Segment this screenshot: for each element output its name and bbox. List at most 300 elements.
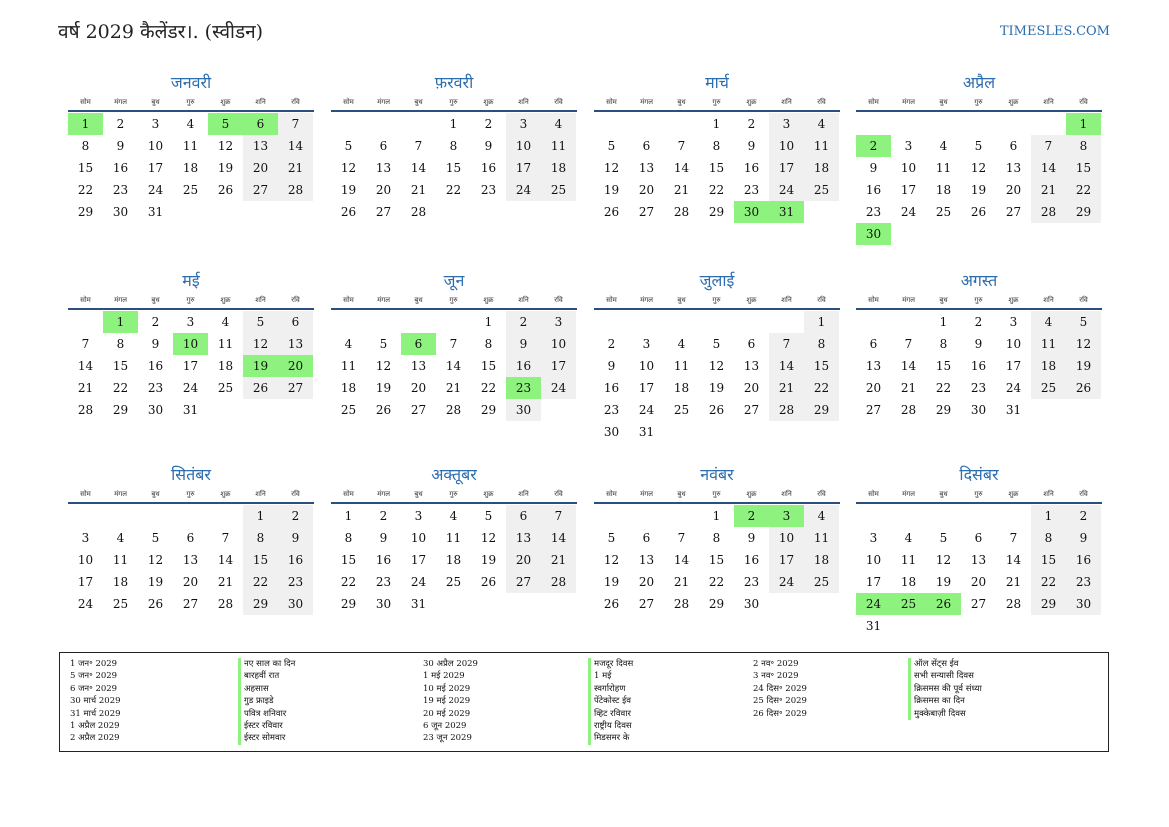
day-cell[interactable]: 25 — [445, 575, 462, 589]
day-cell[interactable]: 14 — [217, 553, 234, 567]
holiday-day-cell[interactable]: 19 — [243, 355, 278, 377]
day-cell[interactable]: 28 — [673, 205, 690, 219]
day-cell[interactable]: 1 — [344, 509, 353, 523]
day-cell[interactable]: 6 — [642, 531, 651, 545]
day-cell[interactable]: 23 — [743, 183, 760, 197]
day-cell[interactable]: 11 — [804, 135, 839, 157]
day-cell[interactable]: 11 — [445, 531, 462, 545]
holiday-day-cell[interactable]: 31 — [769, 201, 804, 223]
day-cell[interactable]: 5 — [712, 337, 721, 351]
day-cell[interactable]: 2 — [379, 509, 388, 523]
holiday-day-cell[interactable]: 1 — [1066, 113, 1101, 135]
holiday-day-cell[interactable]: 1 — [68, 113, 103, 135]
day-cell[interactable]: 14 — [410, 161, 427, 175]
day-cell[interactable]: 29 — [1066, 201, 1101, 223]
day-cell[interactable]: 12 — [1066, 333, 1101, 355]
day-cell[interactable]: 28 — [541, 571, 576, 593]
day-cell[interactable]: 28 — [769, 399, 804, 421]
day-cell[interactable]: 22 — [935, 381, 952, 395]
day-cell[interactable]: 23 — [970, 381, 987, 395]
day-cell[interactable]: 4 — [677, 337, 686, 351]
day-cell[interactable]: 4 — [804, 113, 839, 135]
day-cell[interactable]: 16 — [970, 359, 987, 373]
day-cell[interactable]: 11 — [935, 161, 952, 175]
day-cell[interactable]: 30 — [1066, 593, 1101, 615]
day-cell[interactable]: 25 — [182, 183, 199, 197]
day-cell[interactable]: 2 — [607, 337, 616, 351]
day-cell[interactable]: 14 — [1031, 157, 1066, 179]
day-cell[interactable]: 6 — [1009, 139, 1018, 153]
day-cell[interactable]: 25 — [804, 571, 839, 593]
day-cell[interactable]: 5 — [607, 531, 616, 545]
day-cell[interactable]: 14 — [673, 161, 690, 175]
day-cell[interactable]: 7 — [677, 531, 686, 545]
day-cell[interactable]: 21 — [278, 157, 313, 179]
day-cell[interactable]: 13 — [1005, 161, 1022, 175]
day-cell[interactable]: 8 — [344, 531, 353, 545]
day-cell[interactable]: 24 — [541, 377, 576, 399]
day-cell[interactable]: 19 — [935, 575, 952, 589]
day-cell[interactable]: 24 — [769, 179, 804, 201]
day-cell[interactable]: 10 — [147, 139, 164, 153]
day-cell[interactable]: 20 — [243, 157, 278, 179]
day-cell[interactable]: 21 — [541, 549, 576, 571]
day-cell[interactable]: 1 — [484, 315, 493, 329]
day-cell[interactable]: 15 — [708, 161, 725, 175]
day-cell[interactable]: 22 — [480, 381, 497, 395]
day-cell[interactable]: 20 — [865, 381, 882, 395]
day-cell[interactable]: 2 — [151, 315, 160, 329]
day-cell[interactable]: 11 — [182, 139, 199, 153]
day-cell[interactable]: 14 — [445, 359, 462, 373]
day-cell[interactable]: 21 — [77, 381, 94, 395]
day-cell[interactable]: 4 — [116, 531, 125, 545]
day-cell[interactable]: 20 — [410, 381, 427, 395]
day-cell[interactable]: 25 — [1031, 377, 1066, 399]
day-cell[interactable]: 11 — [112, 553, 129, 567]
day-cell[interactable]: 30 — [375, 597, 392, 611]
holiday-day-cell[interactable]: 20 — [278, 355, 313, 377]
day-cell[interactable]: 7 — [769, 333, 804, 355]
day-cell[interactable]: 9 — [869, 161, 878, 175]
holiday-day-cell[interactable]: 30 — [856, 223, 891, 245]
day-cell[interactable]: 4 — [804, 505, 839, 527]
day-cell[interactable]: 17 — [769, 157, 804, 179]
day-cell[interactable]: 5 — [939, 531, 948, 545]
day-cell[interactable]: 12 — [603, 553, 620, 567]
day-cell[interactable]: 20 — [638, 575, 655, 589]
day-cell[interactable]: 25 — [217, 381, 234, 395]
day-cell[interactable]: 7 — [414, 139, 423, 153]
day-cell[interactable]: 15 — [935, 359, 952, 373]
day-cell[interactable]: 12 — [603, 161, 620, 175]
day-cell[interactable]: 8 — [484, 337, 493, 351]
day-cell[interactable]: 20 — [743, 381, 760, 395]
day-cell[interactable]: 12 — [708, 359, 725, 373]
day-cell[interactable]: 10 — [900, 161, 917, 175]
day-cell[interactable]: 16 — [865, 183, 882, 197]
day-cell[interactable]: 26 — [217, 183, 234, 197]
day-cell[interactable]: 4 — [541, 113, 576, 135]
day-cell[interactable]: 23 — [1066, 571, 1101, 593]
day-cell[interactable]: 7 — [81, 337, 90, 351]
day-cell[interactable]: 6 — [974, 531, 983, 545]
day-cell[interactable]: 7 — [449, 337, 458, 351]
day-cell[interactable]: 3 — [506, 113, 541, 135]
day-cell[interactable]: 18 — [900, 575, 917, 589]
day-cell[interactable]: 13 — [243, 135, 278, 157]
day-cell[interactable]: 12 — [935, 553, 952, 567]
day-cell[interactable]: 3 — [81, 531, 90, 545]
day-cell[interactable]: 14 — [900, 359, 917, 373]
day-cell[interactable]: 18 — [112, 575, 129, 589]
holiday-day-cell[interactable]: 10 — [173, 333, 208, 355]
day-cell[interactable]: 23 — [480, 183, 497, 197]
day-cell[interactable]: 29 — [804, 399, 839, 421]
day-cell[interactable]: 11 — [900, 553, 917, 567]
day-cell[interactable]: 27 — [1005, 205, 1022, 219]
day-cell[interactable]: 19 — [147, 575, 164, 589]
day-cell[interactable]: 20 — [506, 549, 541, 571]
day-cell[interactable]: 21 — [445, 381, 462, 395]
day-cell[interactable]: 7 — [278, 113, 313, 135]
day-cell[interactable]: 25 — [340, 403, 357, 417]
day-cell[interactable]: 9 — [747, 531, 756, 545]
day-cell[interactable]: 29 — [935, 403, 952, 417]
day-cell[interactable]: 23 — [603, 403, 620, 417]
day-cell[interactable]: 3 — [869, 531, 878, 545]
day-cell[interactable]: 10 — [769, 527, 804, 549]
day-cell[interactable]: 18 — [1031, 355, 1066, 377]
day-cell[interactable]: 23 — [147, 381, 164, 395]
day-cell[interactable]: 2 — [747, 117, 756, 131]
day-cell[interactable]: 3 — [151, 117, 160, 131]
day-cell[interactable]: 6 — [642, 139, 651, 153]
day-cell[interactable]: 14 — [769, 355, 804, 377]
day-cell[interactable]: 12 — [243, 333, 278, 355]
day-cell[interactable]: 25 — [112, 597, 129, 611]
day-cell[interactable]: 1 — [243, 505, 278, 527]
day-cell[interactable]: 31 — [1005, 403, 1022, 417]
day-cell[interactable]: 20 — [182, 575, 199, 589]
day-cell[interactable]: 22 — [708, 575, 725, 589]
day-cell[interactable]: 28 — [217, 597, 234, 611]
day-cell[interactable]: 26 — [708, 403, 725, 417]
day-cell[interactable]: 22 — [1031, 571, 1066, 593]
holiday-day-cell[interactable]: 1 — [103, 311, 138, 333]
day-cell[interactable]: 5 — [484, 509, 493, 523]
day-cell[interactable]: 30 — [112, 205, 129, 219]
day-cell[interactable]: 3 — [904, 139, 913, 153]
day-cell[interactable]: 9 — [484, 139, 493, 153]
day-cell[interactable]: 20 — [970, 575, 987, 589]
day-cell[interactable]: 17 — [865, 575, 882, 589]
day-cell[interactable]: 13 — [743, 359, 760, 373]
day-cell[interactable]: 25 — [673, 403, 690, 417]
day-cell[interactable]: 2 — [484, 117, 493, 131]
day-cell[interactable]: 17 — [77, 575, 94, 589]
day-cell[interactable]: 3 — [769, 113, 804, 135]
day-cell[interactable]: 8 — [939, 337, 948, 351]
day-cell[interactable]: 28 — [1031, 201, 1066, 223]
day-cell[interactable]: 30 — [970, 403, 987, 417]
holiday-day-cell[interactable]: 5 — [208, 113, 243, 135]
day-cell[interactable]: 23 — [375, 575, 392, 589]
day-cell[interactable]: 3 — [1009, 315, 1018, 329]
day-cell[interactable]: 30 — [278, 593, 313, 615]
day-cell[interactable]: 14 — [1005, 553, 1022, 567]
day-cell[interactable]: 14 — [77, 359, 94, 373]
day-cell[interactable]: 6 — [869, 337, 878, 351]
day-cell[interactable]: 15 — [804, 355, 839, 377]
day-cell[interactable]: 6 — [747, 337, 756, 351]
day-cell[interactable]: 19 — [340, 183, 357, 197]
day-cell[interactable]: 16 — [506, 355, 541, 377]
day-cell[interactable]: 3 — [414, 509, 423, 523]
day-cell[interactable]: 26 — [1066, 377, 1101, 399]
day-cell[interactable]: 2 — [974, 315, 983, 329]
day-cell[interactable]: 5 — [607, 139, 616, 153]
day-cell[interactable]: 21 — [769, 377, 804, 399]
day-cell[interactable]: 19 — [217, 161, 234, 175]
day-cell[interactable]: 16 — [480, 161, 497, 175]
day-cell[interactable]: 4 — [904, 531, 913, 545]
day-cell[interactable]: 17 — [769, 549, 804, 571]
day-cell[interactable]: 29 — [1031, 593, 1066, 615]
day-cell[interactable]: 8 — [449, 139, 458, 153]
day-cell[interactable]: 29 — [708, 205, 725, 219]
day-cell[interactable]: 16 — [147, 359, 164, 373]
day-cell[interactable]: 13 — [970, 553, 987, 567]
day-cell[interactable]: 26 — [243, 377, 278, 399]
day-cell[interactable]: 3 — [186, 315, 195, 329]
day-cell[interactable]: 28 — [445, 403, 462, 417]
day-cell[interactable]: 18 — [804, 549, 839, 571]
day-cell[interactable]: 22 — [243, 571, 278, 593]
day-cell[interactable]: 9 — [116, 139, 125, 153]
day-cell[interactable]: 26 — [970, 205, 987, 219]
day-cell[interactable]: 29 — [243, 593, 278, 615]
day-cell[interactable]: 5 — [243, 311, 278, 333]
day-cell[interactable]: 7 — [904, 337, 913, 351]
day-cell[interactable]: 31 — [182, 403, 199, 417]
day-cell[interactable]: 10 — [638, 359, 655, 373]
day-cell[interactable]: 8 — [1066, 135, 1101, 157]
day-cell[interactable]: 22 — [708, 183, 725, 197]
day-cell[interactable]: 24 — [900, 205, 917, 219]
day-cell[interactable]: 9 — [151, 337, 160, 351]
day-cell[interactable]: 1 — [1031, 505, 1066, 527]
day-cell[interactable]: 21 — [1005, 575, 1022, 589]
day-cell[interactable]: 11 — [804, 527, 839, 549]
day-cell[interactable]: 17 — [147, 161, 164, 175]
day-cell[interactable]: 13 — [182, 553, 199, 567]
day-cell[interactable]: 27 — [375, 205, 392, 219]
holiday-day-cell[interactable]: 25 — [891, 593, 926, 615]
day-cell[interactable]: 28 — [673, 597, 690, 611]
day-cell[interactable]: 26 — [480, 575, 497, 589]
holiday-day-cell[interactable]: 6 — [401, 333, 436, 355]
holiday-day-cell[interactable]: 26 — [926, 593, 961, 615]
day-cell[interactable]: 28 — [278, 179, 313, 201]
day-cell[interactable]: 14 — [541, 527, 576, 549]
day-cell[interactable]: 9 — [506, 333, 541, 355]
day-cell[interactable]: 11 — [217, 337, 234, 351]
day-cell[interactable]: 18 — [217, 359, 234, 373]
day-cell[interactable]: 29 — [340, 597, 357, 611]
day-cell[interactable]: 6 — [379, 139, 388, 153]
day-cell[interactable]: 11 — [340, 359, 357, 373]
day-cell[interactable]: 7 — [677, 139, 686, 153]
day-cell[interactable]: 15 — [445, 161, 462, 175]
day-cell[interactable]: 26 — [603, 205, 620, 219]
day-cell[interactable]: 16 — [743, 553, 760, 567]
day-cell[interactable]: 5 — [379, 337, 388, 351]
day-cell[interactable]: 28 — [900, 403, 917, 417]
day-cell[interactable]: 10 — [865, 553, 882, 567]
day-cell[interactable]: 8 — [712, 531, 721, 545]
day-cell[interactable]: 7 — [221, 531, 230, 545]
day-cell[interactable]: 9 — [379, 531, 388, 545]
day-cell[interactable]: 15 — [77, 161, 94, 175]
day-cell[interactable]: 25 — [935, 205, 952, 219]
day-cell[interactable]: 27 — [278, 377, 313, 399]
day-cell[interactable]: 1 — [712, 117, 721, 131]
holiday-day-cell[interactable]: 30 — [734, 201, 769, 223]
day-cell[interactable]: 30 — [603, 425, 620, 439]
day-cell[interactable]: 14 — [673, 553, 690, 567]
day-cell[interactable]: 18 — [445, 553, 462, 567]
day-cell[interactable]: 26 — [603, 597, 620, 611]
day-cell[interactable]: 16 — [743, 161, 760, 175]
day-cell[interactable]: 22 — [340, 575, 357, 589]
day-cell[interactable]: 15 — [480, 359, 497, 373]
holiday-day-cell[interactable]: 23 — [506, 377, 541, 399]
day-cell[interactable]: 16 — [603, 381, 620, 395]
day-cell[interactable]: 12 — [480, 531, 497, 545]
day-cell[interactable]: 12 — [970, 161, 987, 175]
day-cell[interactable]: 18 — [340, 381, 357, 395]
day-cell[interactable]: 4 — [344, 337, 353, 351]
day-cell[interactable]: 23 — [112, 183, 129, 197]
day-cell[interactable]: 31 — [147, 205, 164, 219]
day-cell[interactable]: 13 — [506, 527, 541, 549]
day-cell[interactable]: 16 — [1066, 549, 1101, 571]
day-cell[interactable]: 27 — [865, 403, 882, 417]
day-cell[interactable]: 27 — [182, 597, 199, 611]
day-cell[interactable]: 22 — [1066, 179, 1101, 201]
day-cell[interactable]: 26 — [375, 403, 392, 417]
day-cell[interactable]: 10 — [769, 135, 804, 157]
day-cell[interactable]: 17 — [900, 183, 917, 197]
day-cell[interactable]: 13 — [410, 359, 427, 373]
day-cell[interactable]: 27 — [970, 597, 987, 611]
day-cell[interactable]: 19 — [603, 183, 620, 197]
day-cell[interactable]: 24 — [147, 183, 164, 197]
day-cell[interactable]: 18 — [673, 381, 690, 395]
day-cell[interactable]: 9 — [747, 139, 756, 153]
holiday-day-cell[interactable]: 2 — [856, 135, 891, 157]
day-cell[interactable]: 8 — [243, 527, 278, 549]
day-cell[interactable]: 13 — [375, 161, 392, 175]
day-cell[interactable]: 24 — [506, 179, 541, 201]
day-cell[interactable]: 5 — [1066, 311, 1101, 333]
day-cell[interactable]: 1 — [804, 311, 839, 333]
day-cell[interactable]: 26 — [340, 205, 357, 219]
day-cell[interactable]: 7 — [1031, 135, 1066, 157]
day-cell[interactable]: 10 — [541, 333, 576, 355]
day-cell[interactable]: 4 — [449, 509, 458, 523]
day-cell[interactable]: 21 — [673, 575, 690, 589]
day-cell[interactable]: 24 — [410, 575, 427, 589]
day-cell[interactable]: 10 — [506, 135, 541, 157]
day-cell[interactable]: 18 — [541, 157, 576, 179]
day-cell[interactable]: 8 — [81, 139, 90, 153]
day-cell[interactable]: 4 — [186, 117, 195, 131]
day-cell[interactable]: 3 — [642, 337, 651, 351]
day-cell[interactable]: 15 — [340, 553, 357, 567]
holiday-day-cell[interactable]: 3 — [769, 505, 804, 527]
day-cell[interactable]: 29 — [480, 403, 497, 417]
day-cell[interactable]: 19 — [1066, 355, 1101, 377]
day-cell[interactable]: 16 — [375, 553, 392, 567]
day-cell[interactable]: 6 — [186, 531, 195, 545]
day-cell[interactable]: 31 — [638, 425, 655, 439]
holiday-day-cell[interactable]: 6 — [243, 113, 278, 135]
day-cell[interactable]: 14 — [278, 135, 313, 157]
day-cell[interactable]: 15 — [243, 549, 278, 571]
day-cell[interactable]: 11 — [673, 359, 690, 373]
day-cell[interactable]: 1 — [712, 509, 721, 523]
day-cell[interactable]: 11 — [1031, 333, 1066, 355]
day-cell[interactable]: 13 — [278, 333, 313, 355]
day-cell[interactable]: 2 — [278, 505, 313, 527]
day-cell[interactable]: 1 — [449, 117, 458, 131]
day-cell[interactable]: 31 — [410, 597, 427, 611]
day-cell[interactable]: 27 — [243, 179, 278, 201]
day-cell[interactable]: 19 — [708, 381, 725, 395]
day-cell[interactable]: 15 — [112, 359, 129, 373]
day-cell[interactable]: 24 — [182, 381, 199, 395]
day-cell[interactable]: 8 — [116, 337, 125, 351]
day-cell[interactable]: 16 — [278, 549, 313, 571]
day-cell[interactable]: 28 — [1005, 597, 1022, 611]
day-cell[interactable]: 23 — [743, 575, 760, 589]
day-cell[interactable]: 31 — [865, 619, 882, 633]
day-cell[interactable]: 17 — [410, 553, 427, 567]
day-cell[interactable]: 29 — [77, 205, 94, 219]
day-cell[interactable]: 19 — [603, 575, 620, 589]
day-cell[interactable]: 24 — [1005, 381, 1022, 395]
day-cell[interactable]: 22 — [112, 381, 129, 395]
day-cell[interactable]: 10 — [77, 553, 94, 567]
day-cell[interactable]: 21 — [410, 183, 427, 197]
day-cell[interactable]: 28 — [77, 403, 94, 417]
day-cell[interactable]: 27 — [743, 403, 760, 417]
day-cell[interactable]: 3 — [541, 311, 576, 333]
day-cell[interactable]: 11 — [541, 135, 576, 157]
day-cell[interactable]: 25 — [804, 179, 839, 201]
day-cell[interactable]: 23 — [865, 205, 882, 219]
day-cell[interactable]: 10 — [1005, 337, 1022, 351]
day-cell[interactable]: 13 — [638, 553, 655, 567]
day-cell[interactable]: 30 — [506, 399, 541, 421]
day-cell[interactable]: 6 — [278, 311, 313, 333]
day-cell[interactable]: 18 — [935, 183, 952, 197]
day-cell[interactable]: 9 — [1066, 527, 1101, 549]
day-cell[interactable]: 12 — [340, 161, 357, 175]
day-cell[interactable]: 28 — [410, 205, 427, 219]
